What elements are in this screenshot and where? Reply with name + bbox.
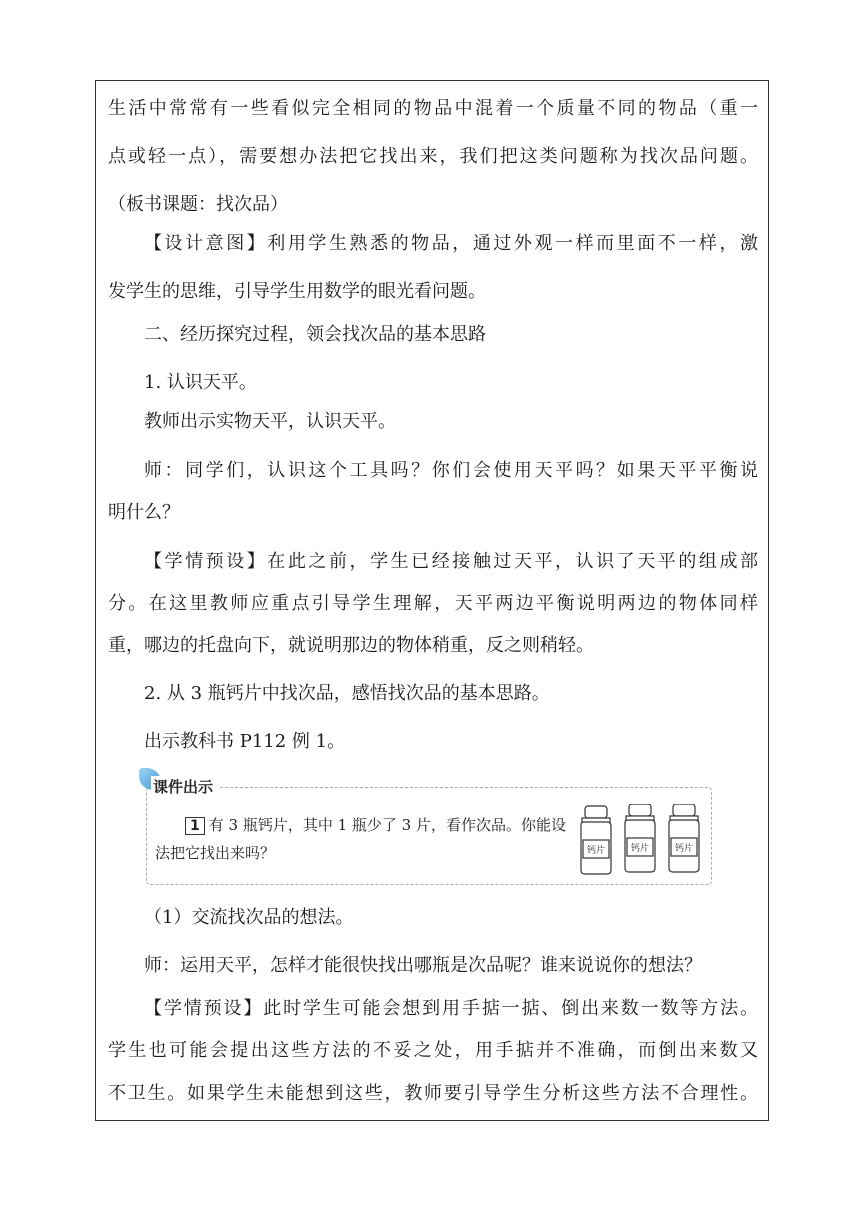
lesson-text <box>96 81 768 1120</box>
design-intent: 【设计意图】利用学生熟悉的物品，通过外观一样而里面不一样，激 <box>144 233 758 254</box>
text-line: 学生也可能会提出这些方法的不妥之处，用手掂并不准确，而倒出来数又 <box>108 1040 758 1061</box>
text-line: 重，哪边的托盘向下，就说明那边的物体稍重，反之则稍轻。 <box>108 635 594 656</box>
teacher-question: 师：同学们，认识这个工具吗？你们会使用天平吗？如果天平平衡说 <box>144 460 758 481</box>
bottle-icon <box>669 804 699 872</box>
text-line: 出示教科书 P112 例 1。 <box>144 731 346 752</box>
student-preset: 【学情预设】在此之前，学生已经接触过天平，认识了天平的组成部 <box>144 551 758 572</box>
calcium-bottles-illustration <box>577 804 707 876</box>
bottle-icon <box>581 806 611 874</box>
subsection-heading: 2. 从 3 瓶钙片中找次品，感悟找次品的基本思路。 <box>144 683 550 704</box>
bottle-label: 钙片 <box>674 844 694 854</box>
example-number-badge: 1 <box>185 817 205 835</box>
bottle-icon <box>625 804 655 872</box>
text-line: 点或轻一点），需要想办法把它找出来，我们把这类问题称为找次品问题。 <box>108 146 758 167</box>
courseware-box <box>146 778 712 885</box>
text-line: （板书课题：找次品） <box>108 194 288 215</box>
text-line: 发学生的思维，引导学生用数学的眼光看问题。 <box>108 281 486 302</box>
lesson-plan-table-cell <box>95 80 769 1121</box>
text-line: 生活中常常有一些看似完全相同的物品中混着一个质量不同的物品（重一 <box>108 98 758 119</box>
student-preset: 【学情预设】此时学生可能会想到用手掂一掂、倒出来数一数等方法。 <box>144 998 758 1019</box>
example-line-1: 1 有 3 瓶钙片，其中 1 瓶少了 3 片，看作次品。你能设 <box>185 815 566 835</box>
text-line: 教师出示实物天平，认识天平。 <box>144 411 396 432</box>
text-line: 明什么？ <box>108 502 180 523</box>
teacher-question: 师：运用天平，怎样才能很快找出哪瓶是次品呢？谁来说说你的想法？ <box>144 955 702 976</box>
courseware-label: 课件出示 <box>151 776 219 797</box>
text-line: 不卫生。如果学生未能想到这些，教师要引导学生分析这些方法不合理性。 <box>108 1083 758 1104</box>
bottle-label: 钙片 <box>630 844 650 854</box>
subsection-heading: （1）交流找次品的想法。 <box>144 907 354 928</box>
text-line: 分。在这里教师应重点引导学生理解，天平两边平衡说明两边的物体同样 <box>108 593 758 614</box>
example-line-2: 法把它找出来吗？ <box>155 844 276 862</box>
bottle-label: 钙片 <box>586 846 606 856</box>
subsection-heading: 1. 认识天平。 <box>144 372 257 393</box>
section-heading: 二、经历探究过程，领会找次品的基本思路 <box>144 324 486 345</box>
